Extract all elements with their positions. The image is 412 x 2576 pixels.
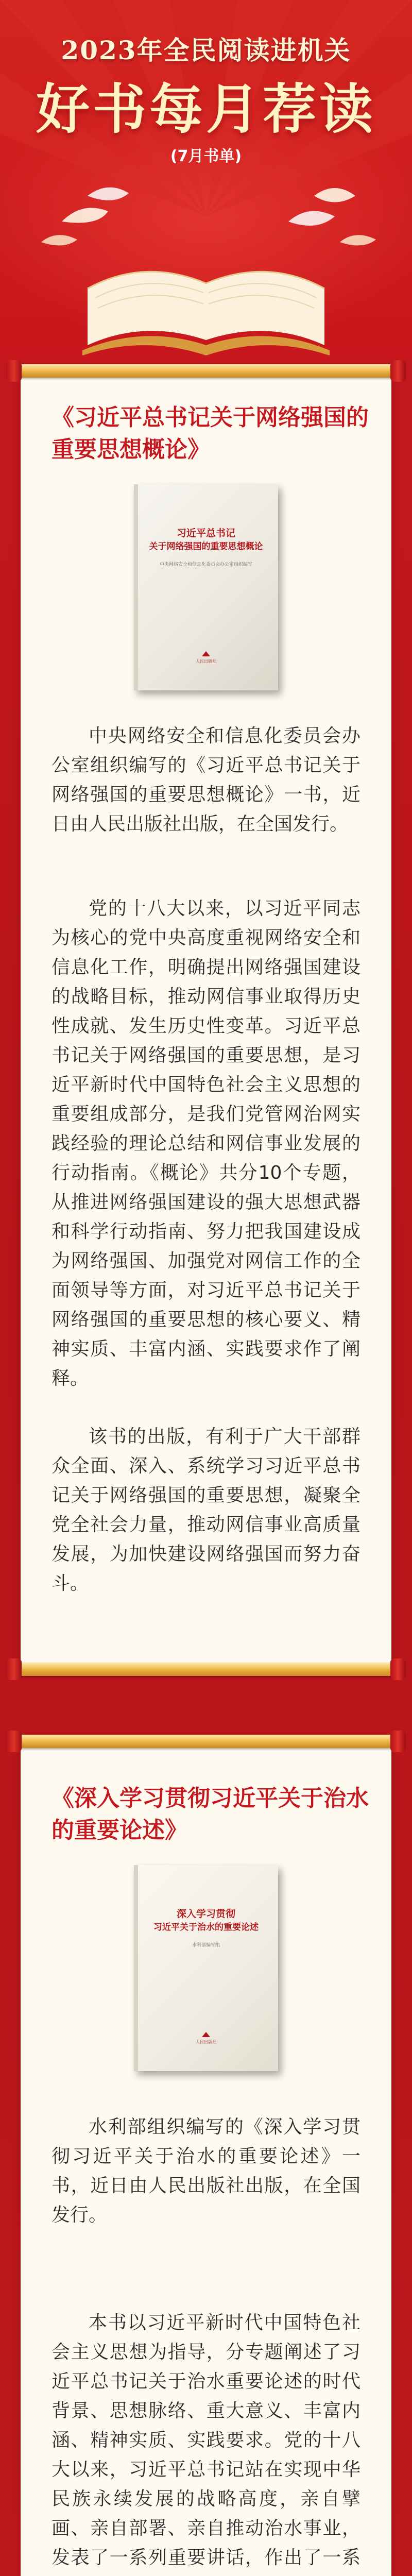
publisher-logo-icon (201, 2031, 211, 2038)
cover-editor-line: 中央网络安全和信息化委员会办公室组织编写 (159, 562, 252, 567)
header-kicker: 2023年全民阅读进机关 (61, 35, 351, 65)
header-banner (0, 0, 412, 361)
book-card-1 (21, 371, 391, 1669)
body-paragraph: 水利部组织编写的《深入学习贯彻习近平关于治水的重要论述》一书，近日由人民出版社出版，在全国发行。 (52, 2116, 360, 2226)
book-cover (134, 1865, 278, 2071)
scroll-rod-top (11, 364, 401, 378)
book-title: 《习近平总书记关于网络强国的重要思想概论》 (52, 404, 369, 463)
book-title: 《深入学习贯彻习近平关于治水的重要论述》 (52, 1785, 369, 1843)
cover-publisher: 人民出版社 (196, 2040, 216, 2044)
scroll-rod-top (11, 1735, 401, 1748)
book-card-2 (21, 1741, 391, 2576)
flying-pages-icon (41, 188, 376, 246)
page-title: 好书每月荐读 (36, 77, 376, 141)
scroll-rod-bottom (11, 1663, 401, 1676)
body-paragraph: 党的十八大以来，以习近平同志为核心的党中央高度重视网络安全和信息化工作，明确提出网络强国建设的战略目标，推动网信事业取得历史性成就、发生历史性变革。习近平总书记关于网络强国的重要思想，是习近平新时代中国特色社会主义思想的重要组成部分，是我们党管网治网实践经验的理论总结和网信事业发展的行动指南。《概论》共分10个专题，从推进网络强国建设的强大思想武器和科学行动指南、努力把我国建设成为网络强国、加强党对网信工作的全面领导等方面，对习近平总书记关于网络强国的重要思想的核心要义、精神实质、丰富内涵、实践要求作了阐释。 (52, 898, 360, 1389)
publisher-logo-icon (201, 650, 211, 657)
cover-title-line: 深入学习贯彻 (176, 1908, 235, 1920)
open-book-illustration (0, 0, 412, 361)
body-paragraph: 该书的出版，有利于广大干部群众全面、深入、系统学习习近平总书记关于网络强国的重要思想，凝聚全党全社会力量，推动网信事业高质量发展，为加快建设网络强国而努力奋斗。 (52, 1426, 360, 1594)
cover-title-line: 关于网络强国的重要思想概论 (149, 541, 263, 552)
cover-publisher: 人民出版社 (196, 659, 216, 664)
cover-editor-line: 水利部编写组 (192, 1943, 220, 1948)
book-cover (134, 484, 278, 690)
cover-title-line: 习近平总书记 (176, 528, 235, 539)
cover-title-line: 习近平关于治水的重要论述 (153, 1922, 259, 1933)
body-paragraph: 本书以习近平新时代中国特色社会主义思想为指导，分专题阐述了习近平总书记关于治水重要论述的时代背景、思想脉络、重大意义、丰富内涵、精神实质、实践要求。党的十八大以来，习近平总书记站在实现中华民族永续发展的战略高度，亲自擘画、亲自部署、亲自推动治水事业，发表了一系列重要讲话，作出了一系 (52, 2312, 360, 2568)
header-subtitle: (7月书单) (170, 147, 242, 165)
body-paragraph: 中央网络安全和信息化委员会办公室组织编写的《习近平总书记关于网络强国的重要思想概论》一书，近日由人民出版社出版，在全国发行。 (52, 725, 360, 835)
